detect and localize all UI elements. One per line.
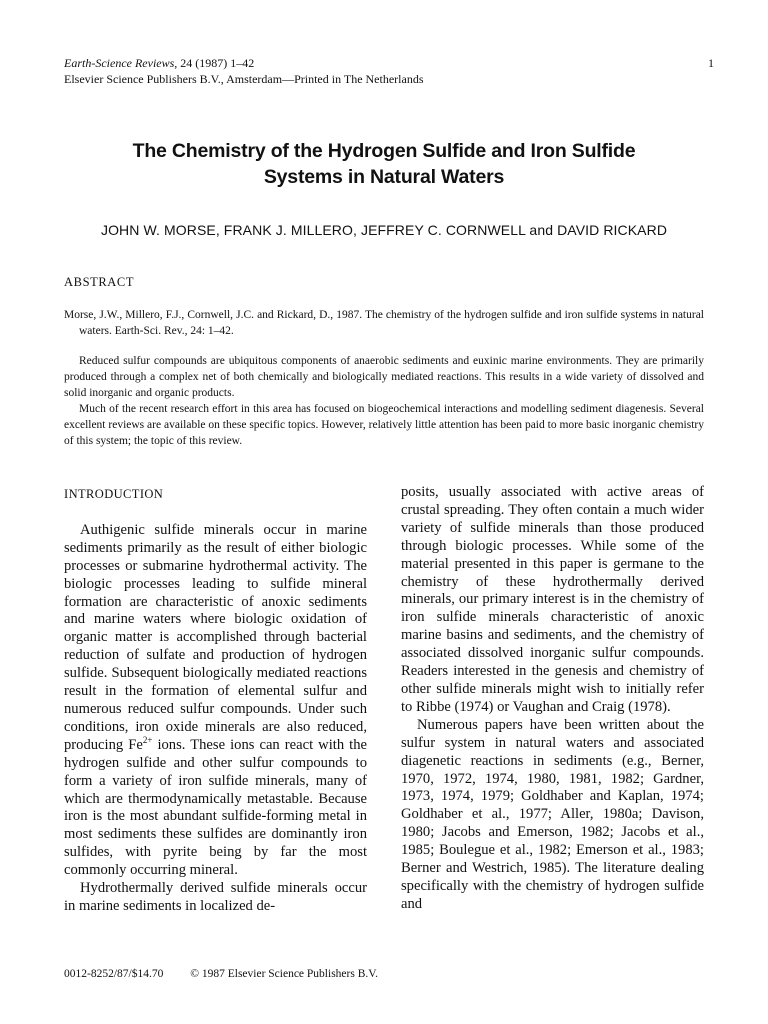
left-column xyxy=(64,486,367,916)
publisher-line: Elsevier Science Publishers B.V., Amsterdam—Printed in The Netherlands xyxy=(64,72,424,86)
journal-header xyxy=(64,55,714,87)
journal-citation-line xyxy=(64,55,714,71)
abstract-citation: Morse, J.W., Millero, F.J., Cornwell, J.C. and Rickard, D., 1987. The chemistry of the hydrogen sulfide and iron sulfide systems in natural waters. Earth-Sci. Rev., 24: 1–42. xyxy=(64,309,704,337)
body-paragraph: Hydrothermally derived sulfide minerals occur in marine sediments in localized de- xyxy=(64,880,367,914)
paragraph-text: ions. These ions can react with the hydrogen sulfide and other sulfur compounds to form a variety of iron sulfide minerals, many of which are thermodynamically metastable. Because iron is the most abundant sulfide-forming metal in most sediments these sulfides are dominantly iron sulfides, with pyrite being by far the most commonly occurring mineral. xyxy=(64,736,367,879)
title-line-1: The Chemistry of the Hydrogen Sulfide and Iron Sulfide xyxy=(132,140,636,162)
abstract-paragraph: Much of the recent research effort in this area has focused on biogeochemical interactions and modelling sediment diagenesis. Several excellent reviews are available on these specific topics. However, relatively little attention has been paid to more basic inorganic chemistry of this system; the topic of this review. xyxy=(64,403,704,447)
body-paragraph-continued: posits, usually associated with active areas of crustal spreading. They often contain a much wider variety of sulfide minerals than those produced through biologic processes. While some of the material presented in this paper is germane to the chemistry of these hydrothermally derived minerals, our primary interest is in the chemistry of iron sulfide minerals characteristic of anoxic marine basins and sediments, and the chemistry of associated dissolved inorganic sulfur compounds. Readers interested in the genesis and chemistry of other sulfide minerals might wish to initially refer to Ribbe (1974) or Vaughan and Craig (1978). xyxy=(401,484,704,715)
article-code: 0012-8252/87/$14.70 xyxy=(64,968,164,980)
body-paragraph xyxy=(64,522,367,880)
body-paragraph: Numerous papers have been written about the sulfur system in natural waters and associated diagenetic reactions in sediments (e.g., Berner, 1970, 1972, 1974, 1980, 1981, 1982; Gardner, 1973, 1974, 1979; Goldhaber and Kaplan, 1974; Goldhaber et al., 1977; Aller, 1980a; Davison, 1980; Jacobs and Emerson, 1982; Jacobs et al., 1985; Boulegue et al., 1982; Emerson et al., 1983; Berner and Westrich, 1985). The literature dealing specifically with the chemistry of hydrogen sulfide and xyxy=(401,716,704,912)
paragraph-text: Authigenic sulfide minerals occur in marine sediments primarily as the result of either biologic processes or submarine hydrothermal activity. The biologic processes leading to sulfide mineral formation are characteristic of anoxic sediments and marine waters where biologic oxidation of organic matter is accomplished through bacterial reduction of sulfate and production of hydrogen sulfide. Subsequent biologically mediated reactions result in the formation of elemental sulfur and numerous reduced sulfur compounds. Under such conditions, iron oxide minerals are also reduced, producing Fe xyxy=(64,521,367,753)
page-number: 1 xyxy=(708,56,714,70)
article-title xyxy=(64,138,704,190)
title-line-2: Systems in Natural Waters xyxy=(263,166,505,188)
section-heading-introduction: INTRODUCTION xyxy=(64,487,164,501)
abstract-body xyxy=(64,353,704,449)
journal-issue: 24 (1987) 1–42 xyxy=(177,56,255,70)
page-footer xyxy=(64,968,402,980)
journal-name: Earth-Science Reviews, xyxy=(64,56,178,70)
copyright-notice: © 1987 Elsevier Science Publishers B.V. xyxy=(190,968,378,980)
superscript-charge: 2+ xyxy=(142,734,153,745)
right-column xyxy=(401,484,704,914)
author-list: JOHN W. MORSE, FRANK J. MILLERO, JEFFREY C. CORNWELL and DAVID RICKARD xyxy=(100,222,668,238)
abstract-heading: ABSTRACT xyxy=(64,275,135,289)
abstract-paragraph: Reduced sulfur compounds are ubiquitous components of anaerobic sediments and euxinic marine environments. They are primarily produced through a complex net of both chemically and biologically mediated reactions. This results in a wide variety of dissolved and solid inorganic and organic products. xyxy=(64,355,704,399)
